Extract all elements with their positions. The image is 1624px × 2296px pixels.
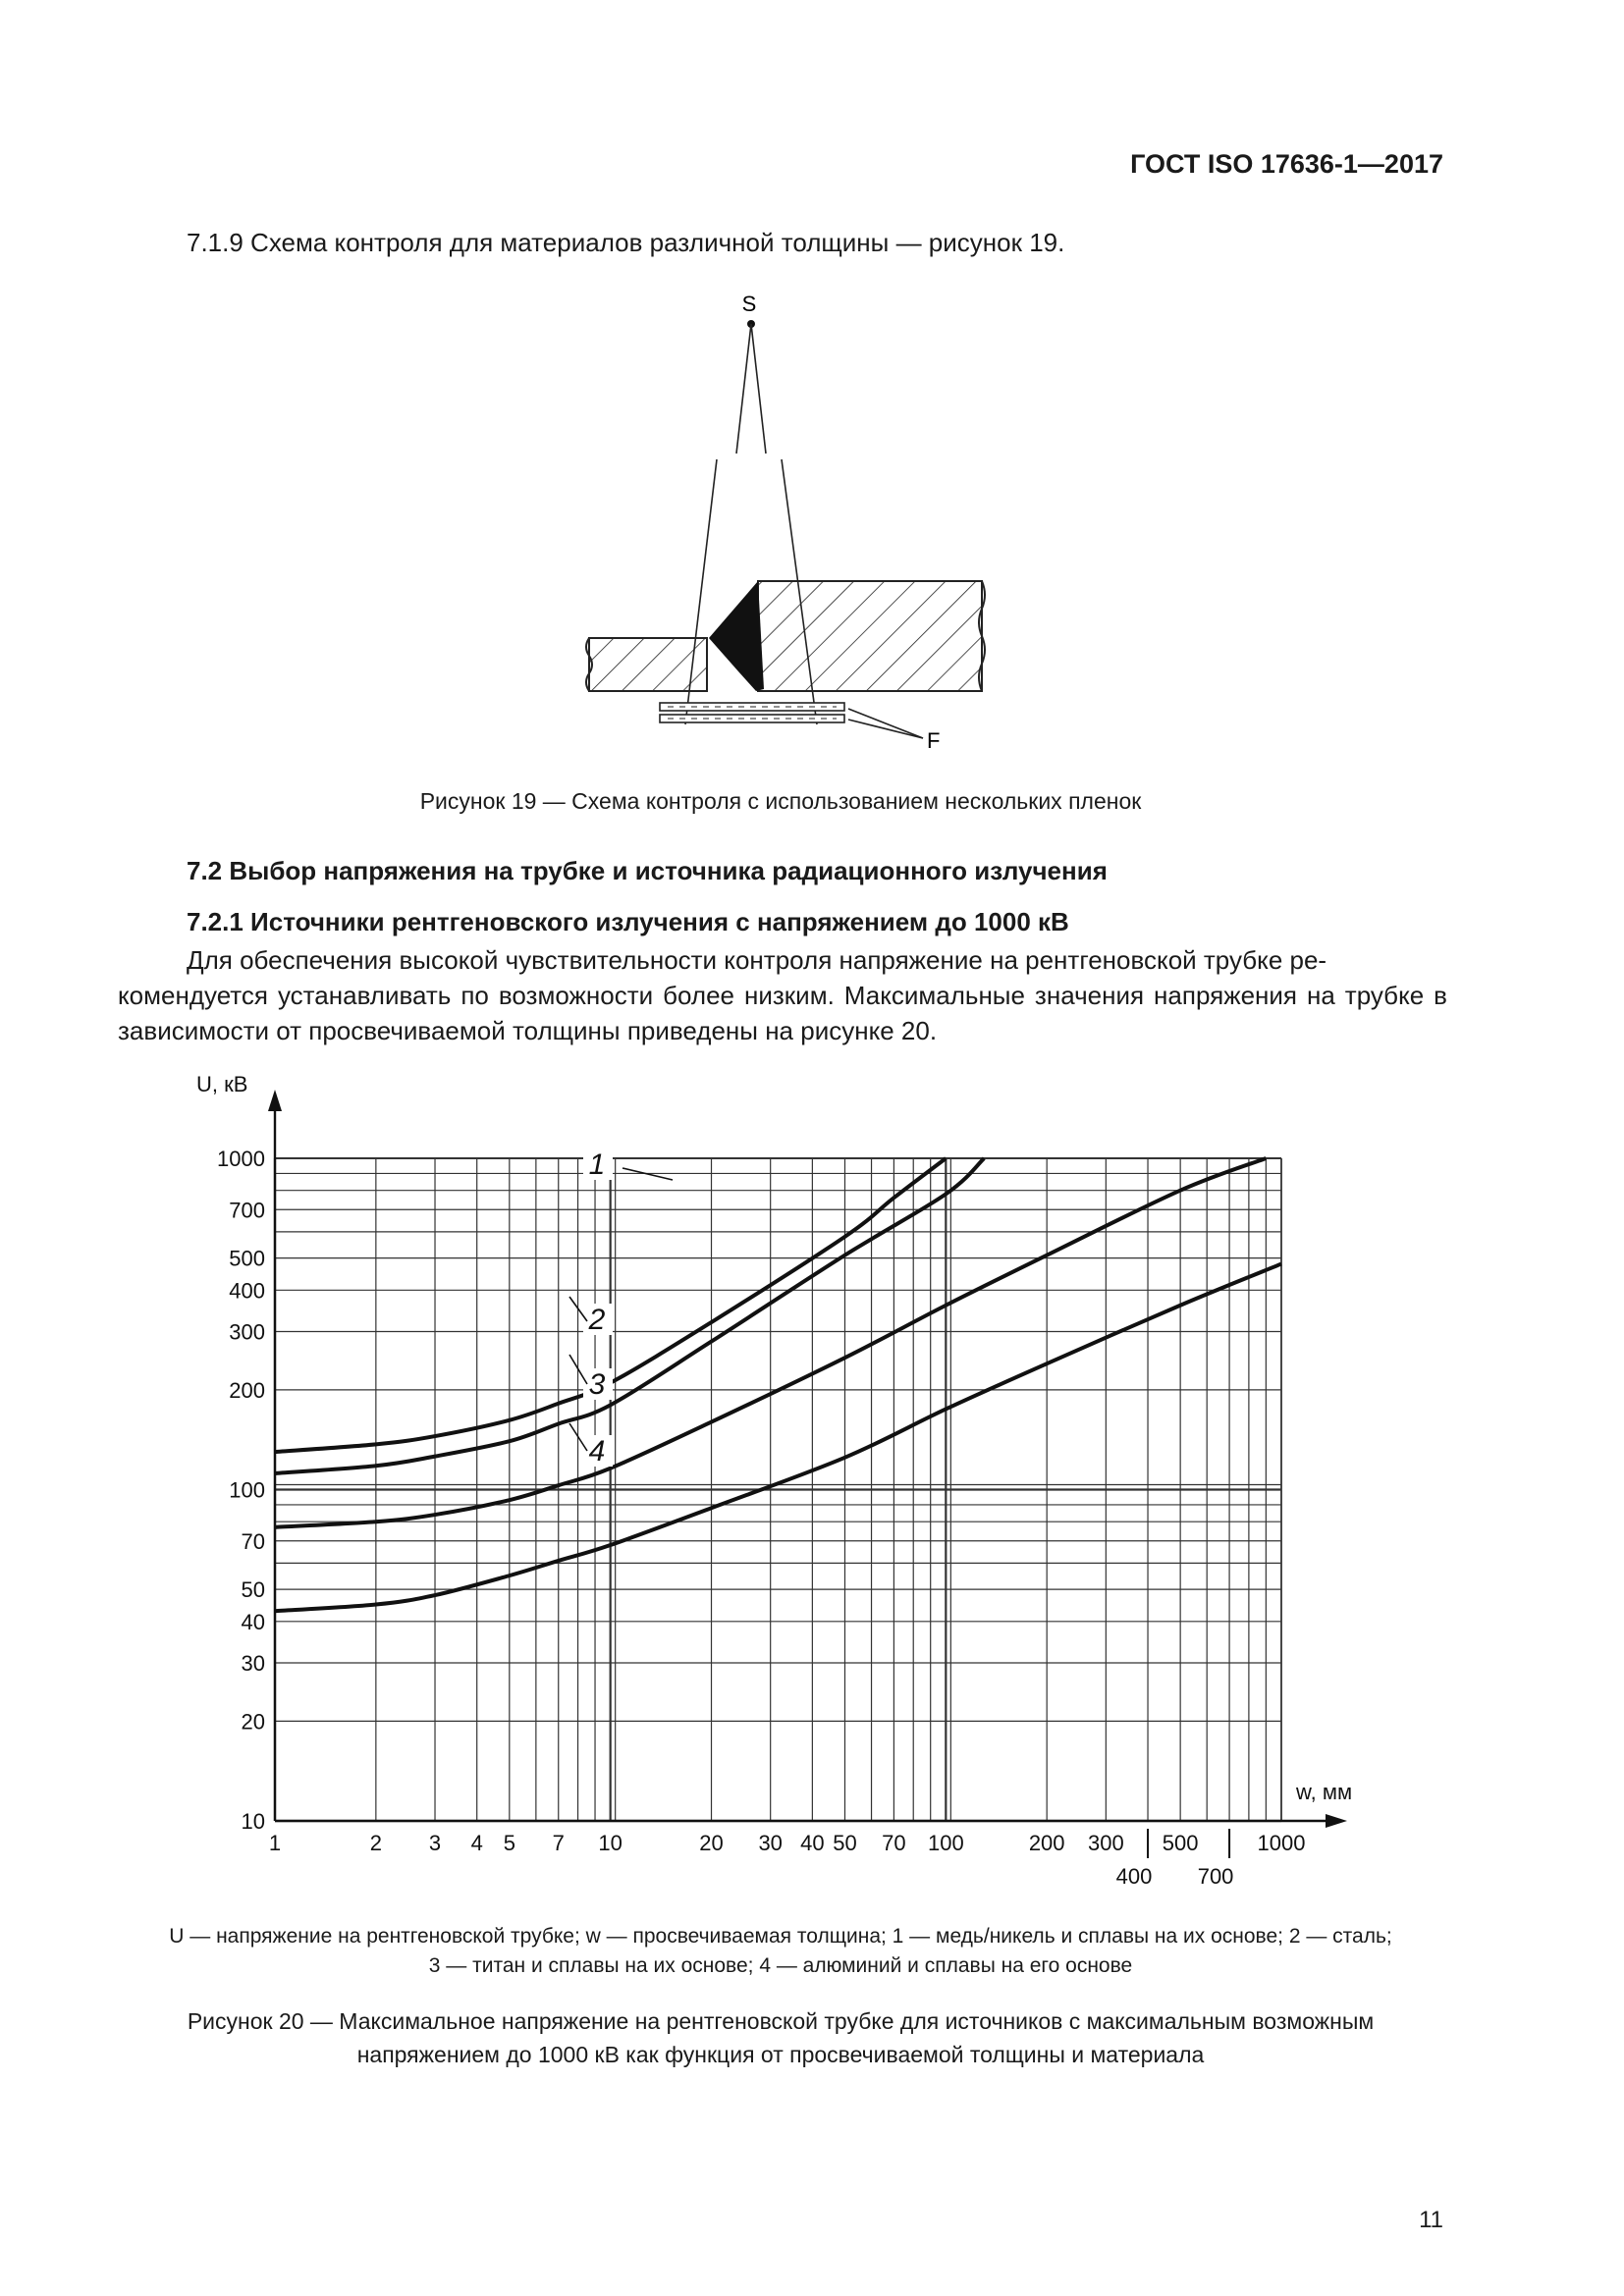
x-tick-label: 100 (927, 1831, 964, 1855)
caption-line-1: Рисунок 20 — Максимальное напряжение на рентгеновской трубке для источников с максимальным возможным (187, 2008, 1375, 2034)
film-leader-1 (848, 709, 923, 738)
x-tick-label: 200 (1028, 1831, 1065, 1855)
section-7-2-heading: 7.2 Выбор напряжения на трубке и источника радиационного излучения (187, 856, 1108, 885)
clause-7-1-9: 7.1.9 Схема контроля для материалов различной толщины — рисунок 19. (187, 228, 1065, 257)
figure-20-caption (108, 2004, 1453, 2071)
y-tick-label: 1000 (217, 1147, 265, 1171)
curve-label-4: 4 (588, 1435, 606, 1468)
x-tick-label: 1 (268, 1831, 282, 1855)
x-tick-label: 4 (470, 1831, 483, 1855)
y-tick-label: 40 (241, 1609, 265, 1634)
y-tick-label: 400 (229, 1278, 265, 1304)
y-tick-label: 700 (229, 1198, 265, 1223)
x-tick-label: 500 (1162, 1831, 1199, 1855)
y-tick-label: 10 (241, 1809, 265, 1834)
x-tick-label: 50 (833, 1831, 857, 1855)
section-7-2-1-heading: 7.2.1 Источники рентгеновского излучения с напряжением до 1000 кВ (187, 907, 1069, 936)
film-label: F (927, 728, 941, 753)
y-tick-label: 100 (229, 1477, 265, 1503)
figure-19-diagram (569, 285, 1001, 756)
x-tick-label: 10 (598, 1831, 623, 1855)
curve-2 (275, 1158, 984, 1473)
y-tick-label: 200 (229, 1377, 265, 1403)
page-number: 11 (1419, 2207, 1443, 2233)
y-axis-arrow (268, 1090, 282, 1111)
caption-line-2: напряжением до 1000 кВ как функция от просвечиваемой толщины и материала (356, 2042, 1205, 2067)
thick-plate (758, 581, 982, 691)
x-tick-label: 40 (800, 1831, 825, 1855)
x-axis-label: w, мм (1296, 1780, 1353, 1804)
x-tick-label: 20 (699, 1831, 724, 1855)
curve-label-2: 2 (588, 1304, 606, 1336)
figure-19-caption: Рисунок 19 — Схема контроля с использованием нескольких пленок (419, 788, 1142, 814)
y-tick-label: 70 (241, 1528, 265, 1554)
thin-plate (589, 638, 707, 691)
legend-line-1: U — напряжение на рентгеновской трубке; w — просвечиваемая толщина; 1 — медь/никель и сплавы на их основе; 2 — сталь; (169, 1925, 1392, 1948)
film-leader-2 (848, 720, 923, 738)
y-tick-label: 500 (229, 1246, 265, 1271)
y-tick-label: 20 (241, 1709, 265, 1735)
x-tick-label: 3 (428, 1831, 442, 1855)
x-tick-label: 70 (882, 1831, 906, 1855)
x-tick-label: 30 (758, 1831, 783, 1855)
curve-label-1: 1 (588, 1148, 606, 1181)
source-label: S (741, 292, 757, 316)
figure-20-chart (177, 1060, 1394, 1904)
paragraph-line-1: Для обеспечения высокой чувствительности контроля напряжение на рентгеновской трубке ре- (187, 945, 1327, 975)
legend-line-2: 3 — титан и сплавы на их основе; 4 — алюминий и сплавы на его основе (428, 1954, 1133, 1977)
y-tick-label: 300 (229, 1319, 265, 1345)
x-tick-label-row2: 700 (1197, 1864, 1234, 1889)
beam-line-left-upper (736, 324, 751, 454)
y-tick-label: 50 (241, 1577, 265, 1603)
curve-label-3: 3 (588, 1368, 606, 1401)
x-tick-label: 1000 (1257, 1831, 1306, 1855)
paragraph-rest: комендуется устанавливать по возможности более низким. Максимальные значения напряжения на трубке в зависимости от просвечиваемой толщины приведены на рисунке 20. (118, 981, 1447, 1045)
x-tick-label: 7 (552, 1831, 565, 1855)
beam-line-right-upper (751, 324, 766, 454)
x-axis-arrow (1326, 1814, 1347, 1828)
y-tick-label: 30 (241, 1650, 265, 1676)
figure-20-legend (108, 1922, 1453, 1981)
y-axis-label: U, кВ (196, 1072, 248, 1096)
document-code: ГОСТ ISO 17636-1—2017 (1130, 149, 1443, 179)
x-tick-label: 2 (369, 1831, 382, 1855)
x-tick-label-row2: 400 (1115, 1864, 1153, 1889)
weld-bead (709, 581, 764, 691)
x-tick-label: 5 (503, 1831, 515, 1855)
x-tick-label: 300 (1087, 1831, 1124, 1855)
body-paragraph (118, 942, 1447, 1048)
